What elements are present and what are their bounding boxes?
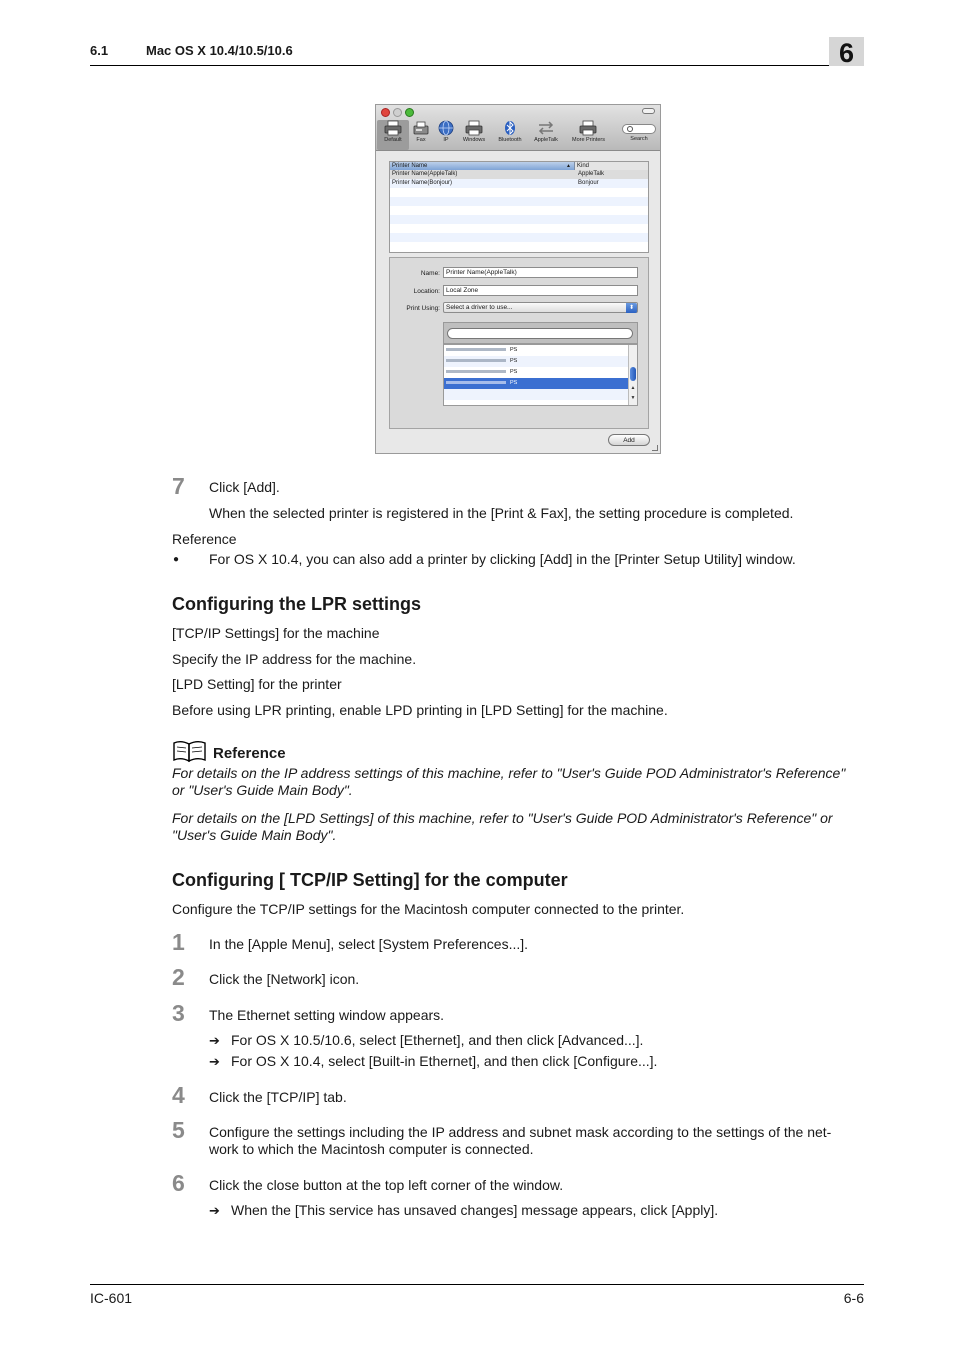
list-empty-row	[444, 389, 629, 400]
globe-icon	[437, 120, 455, 136]
appletalk-icon	[537, 120, 555, 136]
search-label: Search	[630, 136, 648, 142]
scroll-down-icon[interactable]: ▼	[630, 395, 636, 401]
toolbar-label: AppleTalk	[534, 137, 558, 143]
reference-heading: Reference	[213, 745, 286, 762]
list-item[interactable]: Printer Name(Bonjour) Bonjour	[390, 179, 648, 188]
header-rule	[90, 65, 864, 66]
step-substep: For OS X 10.4, select [Built-in Ethernet], and then click [Configure...].	[231, 1053, 658, 1069]
toolbar-search[interactable]	[620, 120, 658, 150]
list-empty-row	[390, 242, 648, 251]
lpr-item-desc: Before using LPR printing, enable LPD printing in [LPD Setting] for the machine.	[172, 702, 668, 718]
bluetooth-icon	[501, 120, 519, 136]
printer-list[interactable]	[389, 161, 649, 253]
scroll-up-icon[interactable]: ▲	[630, 385, 636, 391]
name-label: Name:	[420, 270, 440, 277]
heading-tcpip-setting: Configuring [ TCP/IP Setting] for the computer	[172, 870, 568, 890]
reference-note: For details on the [LPD Settings] of this machine, refer to "User's Guide POD Administrator's Reference" or	[172, 810, 833, 826]
arrow-icon: ➔	[209, 1054, 220, 1069]
step-number: 5	[172, 1117, 185, 1143]
printer-icon	[579, 120, 597, 136]
footer-model: IC-601	[90, 1290, 133, 1306]
driver-search-bar	[443, 322, 638, 344]
printer-icon	[384, 120, 402, 136]
step-substep: For OS X 10.5/10.6, select [Ethernet], and then click [Advanced...].	[231, 1032, 644, 1048]
step-number: 2	[172, 964, 185, 990]
zoom-button[interactable]	[405, 108, 414, 117]
toolbar-more-printers-button[interactable]	[572, 120, 604, 150]
step-number: 3	[172, 1000, 185, 1026]
toolbar-label: Windows	[462, 137, 486, 143]
print-using-select[interactable]: Select a driver to use... ⬍	[443, 302, 638, 313]
list-empty-row	[390, 224, 648, 233]
section-number: 6.1	[90, 43, 109, 58]
close-button[interactable]	[381, 108, 390, 117]
fax-icon	[412, 120, 430, 136]
driver-list[interactable]	[443, 344, 638, 406]
location-label: Location:	[413, 288, 440, 295]
step-text: Click [Add].	[209, 479, 280, 495]
toolbar-toggle-button[interactable]	[642, 108, 655, 114]
footer-page-number: 6-6	[843, 1290, 864, 1306]
heading-lpr-settings: Configuring the LPR settings	[172, 594, 421, 614]
step-detail: When the selected printer is registered in the [Print & Fax], the setting procedure is completed.	[209, 505, 794, 521]
bullet-icon: ●	[173, 554, 180, 565]
list-empty-row	[390, 197, 648, 206]
list-item[interactable]: PS	[444, 345, 629, 356]
resize-grip-icon[interactable]	[652, 445, 658, 451]
list-empty-row	[390, 215, 648, 224]
toolbar-label: Fax	[416, 137, 426, 143]
driver-search-input[interactable]	[447, 328, 633, 339]
list-empty-row	[390, 206, 648, 215]
list-empty-row	[390, 188, 648, 197]
step-text: In the [Apple Menu], select [System Preferences...].	[209, 936, 529, 952]
name-field[interactable]: Printer Name(AppleTalk)	[443, 267, 638, 278]
print-using-label: Print Using:	[406, 305, 440, 312]
toolbar-label: Bluetooth	[498, 137, 522, 143]
footer-rule	[90, 1284, 864, 1285]
toolbar-label: More Printers	[572, 137, 606, 143]
list-item-selected[interactable]: PS	[444, 378, 629, 389]
reference-label: Reference	[172, 531, 237, 547]
add-printer-window	[375, 104, 661, 454]
step-number: 1	[172, 929, 185, 955]
minimize-button[interactable]	[393, 108, 402, 117]
sort-arrow-icon: ▲	[566, 163, 571, 169]
lpr-item-title: [TCP/IP Settings] for the machine	[172, 625, 380, 641]
step-number: 6	[172, 1170, 185, 1196]
chapter-badge: 6	[829, 37, 864, 66]
reference-note: or "User's Guide Main Body".	[172, 782, 353, 798]
add-button[interactable]: Add	[608, 434, 650, 446]
book-icon	[172, 739, 207, 763]
tcpip-intro: Configure the TCP/IP settings for the Macintosh computer connected to the printer.	[172, 901, 685, 917]
reference-bullet: For OS X 10.4, you can also add a printer by clicking [Add] in the [Printer Setup Utility] window.	[209, 551, 796, 567]
step-text: Configure the settings including the IP address and subnet mask according to the settings of the net-	[209, 1124, 832, 1140]
select-arrows-icon: ⬍	[626, 303, 637, 313]
reference-note: "User's Guide Main Body".	[172, 827, 337, 843]
step-text: Click the close button at the top left corner of the window.	[209, 1177, 564, 1193]
printer-icon	[465, 120, 483, 136]
printer-list-header	[390, 162, 648, 170]
toolbar-windows-button[interactable]	[458, 120, 490, 150]
location-field[interactable]: Local Zone	[443, 285, 638, 296]
printer-details-panel	[389, 257, 649, 429]
step-text: The Ethernet setting window appears.	[209, 1007, 445, 1023]
step-text: Click the [Network] icon.	[209, 971, 360, 987]
step-text-continued: work to which the Macintosh computer is connected.	[209, 1141, 534, 1157]
list-empty-row	[390, 233, 648, 242]
driver-list-scrollbar[interactable]	[628, 345, 637, 405]
window-toolbar	[376, 105, 660, 151]
reference-note: For details on the IP address settings of this machine, refer to "User's Guide POD Administrator's Reference"	[172, 765, 846, 781]
toolbar-appletalk-button[interactable]	[530, 120, 562, 150]
step-number: 4	[172, 1082, 185, 1108]
arrow-icon: ➔	[209, 1033, 220, 1048]
column-header-printer-name[interactable]: Printer Name	[392, 163, 428, 169]
search-input[interactable]	[622, 124, 656, 134]
step-substep: When the [This service has unsaved changes] message appears, click [Apply].	[231, 1202, 719, 1218]
step-number: 7	[172, 473, 185, 499]
toolbar-label: Default	[384, 137, 402, 143]
toolbar-label: IP	[443, 137, 449, 143]
section-title: Mac OS X 10.4/10.5/10.6	[146, 43, 293, 58]
lpr-item-title: [LPD Setting] for the printer	[172, 676, 342, 692]
arrow-icon: ➔	[209, 1203, 220, 1218]
list-item[interactable]: Printer Name(AppleTalk) AppleTalk	[390, 170, 648, 179]
step-text: Click the [TCP/IP] tab.	[209, 1089, 347, 1105]
scrollbar-thumb[interactable]	[630, 367, 636, 381]
toolbar-bluetooth-button[interactable]	[494, 120, 526, 150]
lpr-item-desc: Specify the IP address for the machine.	[172, 651, 417, 667]
column-header-kind[interactable]: Kind	[574, 162, 648, 170]
list-item[interactable]: PS	[444, 367, 629, 378]
list-item[interactable]: PS	[444, 356, 629, 367]
